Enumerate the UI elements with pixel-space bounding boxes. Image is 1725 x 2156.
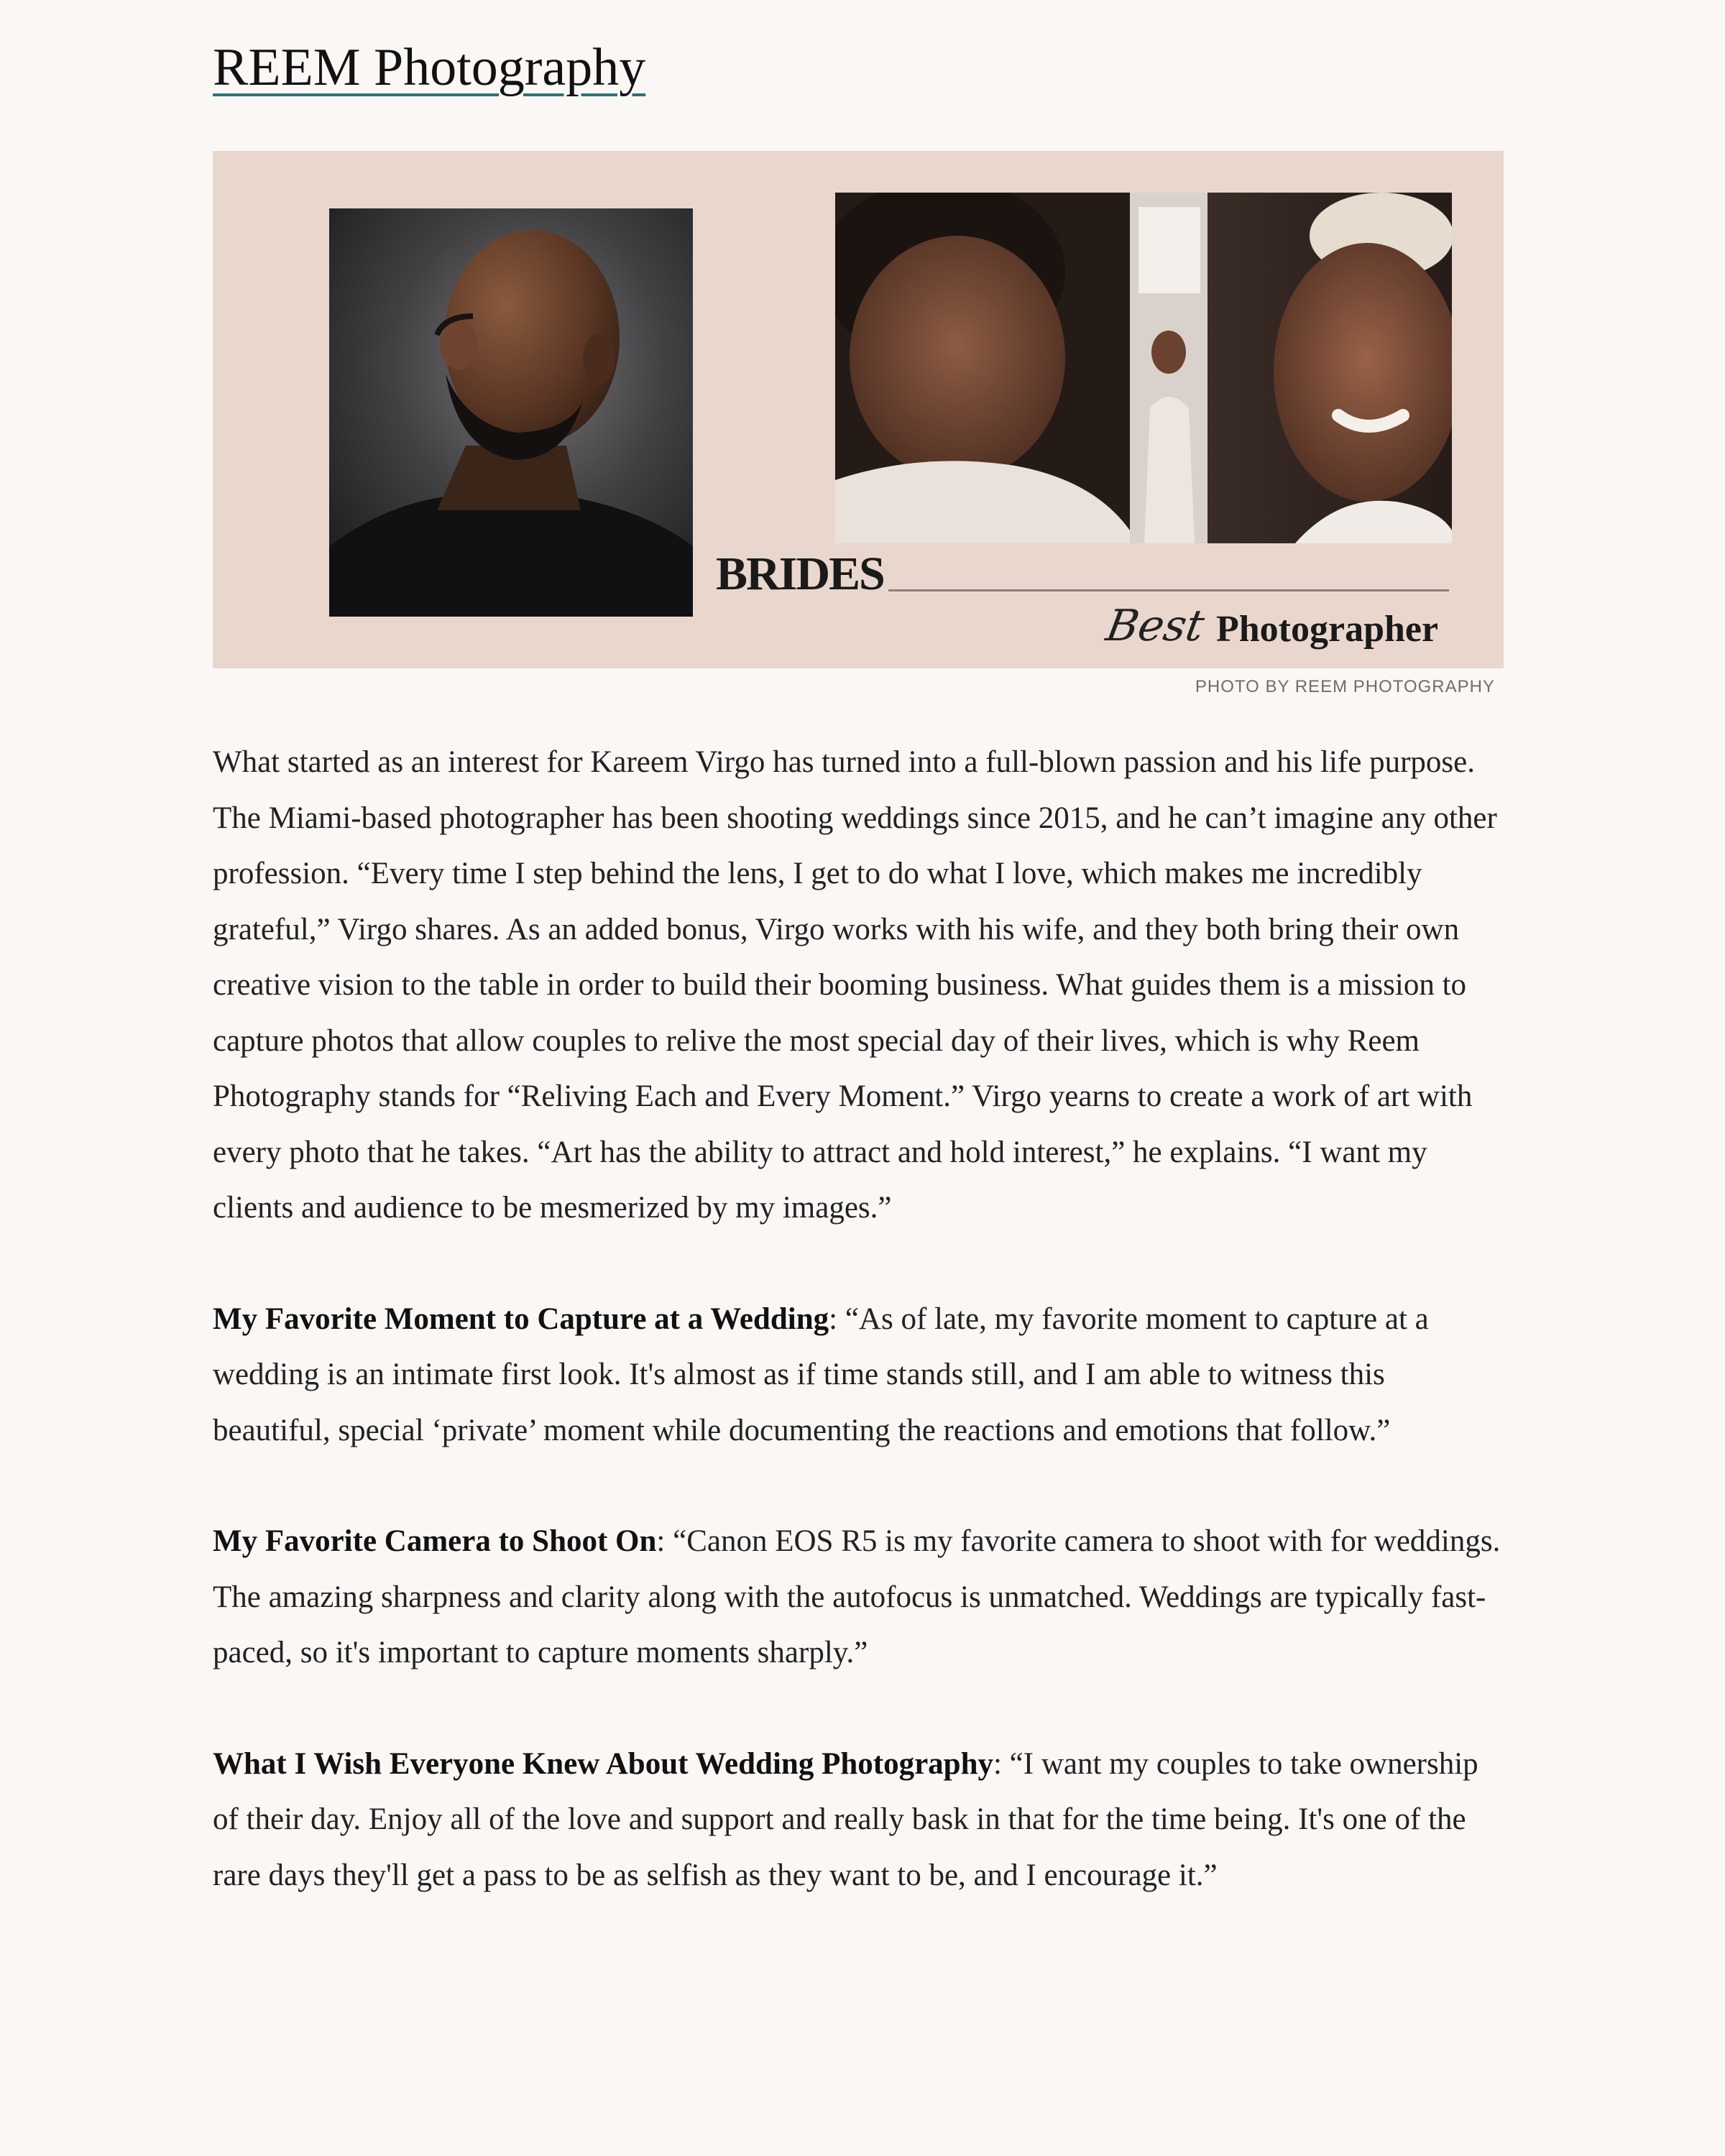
best-script-text: Best [1102, 601, 1208, 651]
photo-credit: PHOTO BY REEM PHOTOGRAPHY [1195, 677, 1495, 696]
qa-label: My Favorite Moment to Capture at a Wedding [213, 1302, 829, 1336]
photographer-award-text: Photographer [1216, 609, 1439, 650]
qa-label: What I Wish Everyone Knew About Wedding Photography [213, 1746, 993, 1781]
feature-image [213, 151, 1504, 668]
qa-label: My Favorite Camera to Shoot On [213, 1524, 657, 1558]
vendor-heading-link[interactable]: REEM Photography [213, 38, 646, 97]
qa-answer: : “Canon EOS R5 is my favorite camera to shoot with for weddings. The amazing sharpness and clarity along with the autofocus is unmatched. Weddings are typically fast-paced, so it's important to capture moments sharply.” [213, 1524, 1501, 1669]
qa-paragraph [213, 1291, 1504, 1459]
bridal-scene-illustration [835, 193, 1452, 543]
qa-paragraph [213, 1514, 1504, 1681]
intro-paragraph: What started as an interest for Kareem Virgo has turned into a full-blown passion and his life purpose. The Miami-based photographer has been shooting weddings since 2015, and he can’t imagine any other profession. “Every time I step behind the lens, I get to do what I love, which makes me incredibly grateful,” Virgo shares. As an added bonus, Virgo works with his wife, and they both bring their own creative vision to the table in order to build their booming business. What guides them is a mission to capture photos that allow couples to relive the most special day of their lives, which is why Reem Photography stands for “Reliving Each and Every Moment.” Virgo yearns to create a work of art with every photo that he takes. “Art has the ability to attract and hold interest,” he explains. “I want my clients and audience to be mesmerized by my images.” [213, 745, 1497, 1225]
qa-answer: : “As of late, my favorite moment to capture at a wedding is an intimate first look. It's almost as if time stands still, and I am able to witness this beautiful, special ‘private’ moment while documenting the reactions and emotions that follow.” [213, 1302, 1429, 1447]
qa-paragraph [213, 1736, 1504, 1904]
photographer-portrait-image [329, 208, 693, 617]
portrait-illustration [329, 208, 693, 617]
qa-answer: : “I want my couples to take ownership of their day. Enjoy all of the love and support and really bask in that for the time being. It's one of the rare days they'll get a pass to be as selfish as they want to be, and I encourage it.” [213, 1746, 1478, 1892]
logo-divider [888, 589, 1449, 591]
bridal-scene-image [835, 193, 1452, 543]
brides-logo: BRIDES [716, 548, 884, 600]
article-body [213, 734, 1504, 1958]
